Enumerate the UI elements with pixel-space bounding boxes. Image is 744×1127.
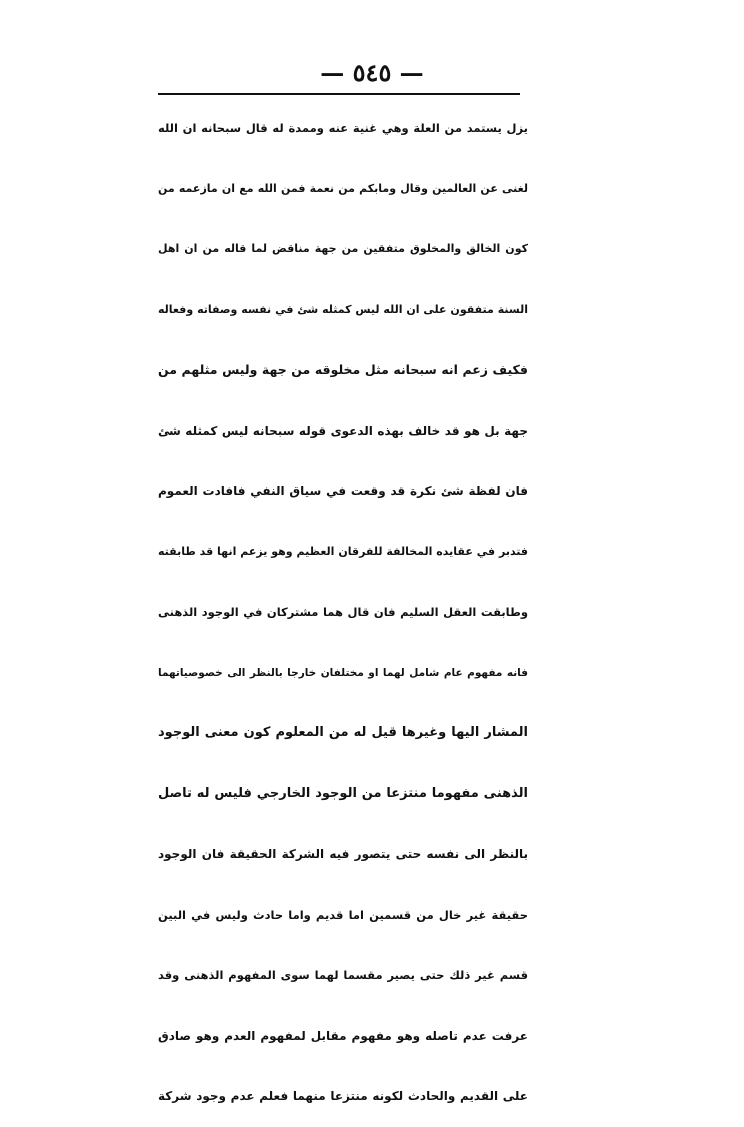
text-line: حقيقة غير خال من قسمين اما قديم واما حادث وليس في البين [158,907,528,922]
text-line: قسم غير ذلك حتى يصير مقسما لهما سوى المفهوم الذهنى وقد [158,968,528,982]
text-line: وطابقت العقل السليم فان قال هما مشتركان في الوجود الذهنى [158,605,528,619]
text-line: جهة بل هو قد خالف بهذه الدعوى قوله سبحانه ليس كمثله شئ [158,423,528,438]
page-number: — ٥٤٥ — [320,58,424,87]
text-line: يزل يستمد من العلة وهي غنية عنه وممدة له قال سبحانه ان الله [158,121,528,135]
text-line: بالنظر الى نفسه حتى يتصور فيه الشركة الحقيقة فان الوجود [158,847,528,861]
text-line: على القديم والحادث لكونه منتزعا منهما فعلم عدم وجود شركة [158,1089,528,1103]
text-line: فكيف زعم انه سبحانه مثل مخلوقه من جهة وليس مثلهم من [158,362,528,377]
text-line: لغنى عن العالمين وقال ومابكم من نعمة فمن الله مع ان مازعمه من [158,181,528,195]
text-line: السنة متفقون على ان الله ليس كمثله شئ في نفسه وصفاته وفعاله [158,302,528,316]
text-line: فتدبر في عقايده المخالفة للفرقان العظيم وهو يزعم انها قد طابقته [158,544,528,558]
text-line: فان لفظة شئ نكرة قد وقعت في سياق النفي فافادت العموم [158,484,528,498]
header-rule [158,93,520,95]
arabic-text-block [158,98,528,1127]
text-line: المشار اليها وغيرها قيل له من المعلوم كون معنى الوجود [158,725,528,740]
text-line: الذهنى مفهوما منتزعا من الوجود الخارجي فليس له تاصل [158,785,528,801]
text-line: عرفت عدم تاصله وهو مفهوم مقابل لمفهوم العدم وهو صادق [158,1028,528,1043]
page-header [0,58,744,87]
text-line: كون الخالق والمخلوق متفقين من جهة مناقض لما قاله من ان اهل [158,242,528,255]
text-line: فانه مفهوم عام شامل لهما او مختلفان خارجا بالنظر الى خصوصياتهما [158,666,528,679]
